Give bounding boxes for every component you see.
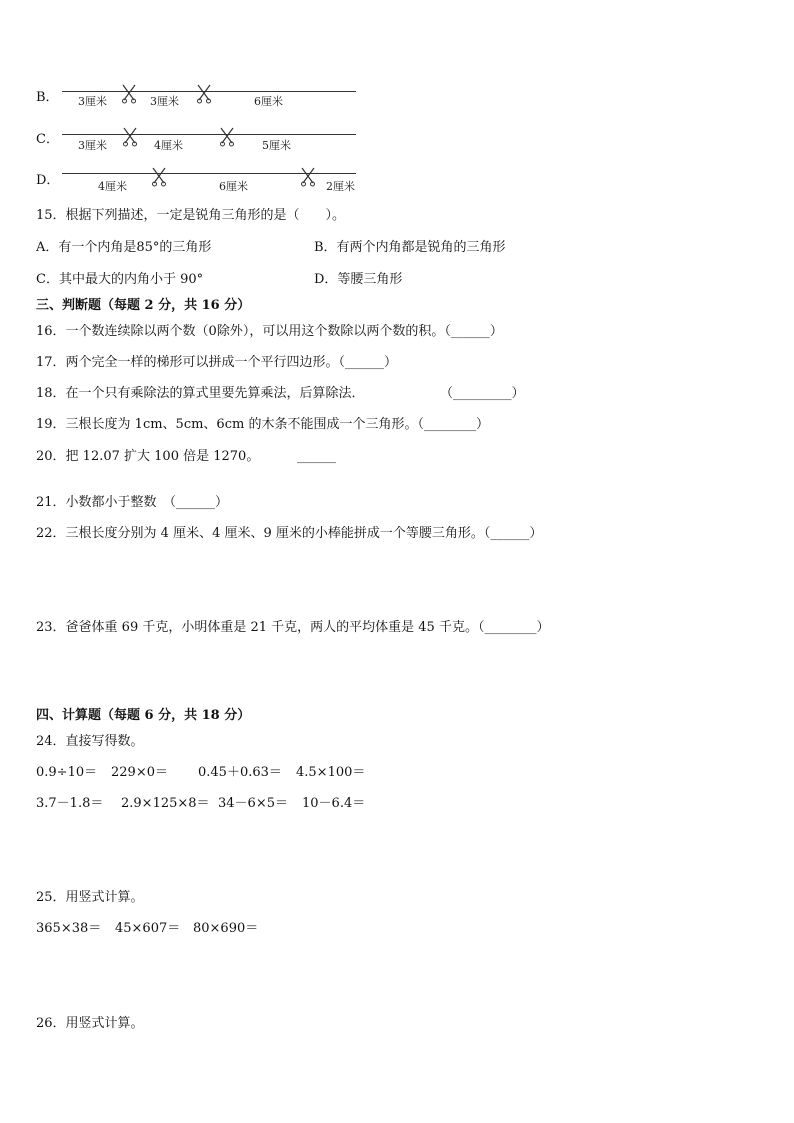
question-17: 17．两个完全一样的梯形可以拼成一个平行四边形。（______） <box>36 355 398 370</box>
calc-item: 10－6.4＝ <box>302 796 366 811</box>
question-21: 21．小数都小于整数 （______） <box>36 495 229 510</box>
question-19: 19．三根长度为 1cm、5cm、6cm 的木条不能围成一个三角形。（________） <box>36 417 489 432</box>
question-15-stem: 15．根据下列描述，一定是锐角三角形的是（ ）。 <box>36 208 346 223</box>
question-18-blank: （_________） <box>440 386 525 401</box>
calc-item: 80×690＝ <box>193 921 259 936</box>
question-20-blank: ______ <box>297 449 336 464</box>
option-letter: D． <box>36 173 60 188</box>
segment-label: 3厘米 <box>78 139 107 152</box>
segment-label: 2厘米 <box>326 180 355 193</box>
section-4-title: 四、计算题（每题 6 分，共 18 分） <box>36 708 251 723</box>
calc-item: 3.7－1.8＝ <box>36 796 104 811</box>
option-b-rope <box>36 88 366 112</box>
question-15-option-b: B．有两个内角都是锐角的三角形 <box>314 240 506 255</box>
calc-item: 229×0＝ <box>111 765 168 780</box>
calc-item: 34－6×5＝ <box>218 796 288 811</box>
option-c-rope <box>36 132 366 156</box>
question-16: 16．一个数连续除以两个数（0除外），可以用这个数除以两个数的积。（______） <box>36 324 503 339</box>
question-18: 18．在一个只有乘除法的算式里要先算乘法，后算除法． <box>36 386 365 401</box>
question-20: 20．把 12.07 扩大 100 倍是 1270。 <box>36 449 260 464</box>
section-3-title: 三、判断题（每题 2 分，共 16 分） <box>36 298 251 313</box>
segment-label: 6厘米 <box>219 180 248 193</box>
question-15-option-a: A．有一个内角是85°的三角形 <box>36 240 212 255</box>
question-24-stem: 24．直接写得数。 <box>36 734 144 749</box>
segment-label: 3厘米 <box>150 95 179 108</box>
scissors-icon <box>196 84 212 104</box>
scissors-icon <box>300 167 316 187</box>
calc-item: 2.9×125×8＝ <box>121 796 210 811</box>
calc-item: 0.9÷10＝ <box>36 765 98 780</box>
option-letter: C． <box>36 132 59 147</box>
scissors-icon <box>121 84 137 104</box>
scissors-icon <box>219 127 235 147</box>
question-26-stem: 26．用竖式计算。 <box>36 1016 144 1031</box>
question-25-stem: 25．用竖式计算。 <box>36 890 144 905</box>
calc-item: 4.5×100＝ <box>296 765 366 780</box>
calc-item: 365×38＝ <box>36 921 102 936</box>
scissors-icon <box>122 127 138 147</box>
segment-label: 6厘米 <box>254 95 283 108</box>
question-22: 22．三根长度分别为 4 厘米、4 厘米、9 厘米的小棒能拼成一个等腰三角形。（______） <box>36 526 543 541</box>
question-23: 23．爸爸体重 69 千克，小明体重是 21 千克，两人的平均体重是 45 千克。（________） <box>36 620 550 635</box>
segment-label: 3厘米 <box>78 95 107 108</box>
calc-item: 45×607＝ <box>115 921 181 936</box>
question-15-option-d: D．等腰三角形 <box>314 272 403 287</box>
question-15-option-c: C．其中最大的内角小于 90° <box>36 272 204 287</box>
option-letter: B． <box>36 90 59 105</box>
segment-label: 4厘米 <box>98 180 127 193</box>
rope-line <box>62 134 356 135</box>
option-d-rope <box>36 172 366 196</box>
segment-label: 4厘米 <box>154 139 183 152</box>
scissors-icon <box>151 167 167 187</box>
segment-label: 5厘米 <box>262 139 291 152</box>
calc-item: 0.45＋0.63＝ <box>198 765 282 780</box>
